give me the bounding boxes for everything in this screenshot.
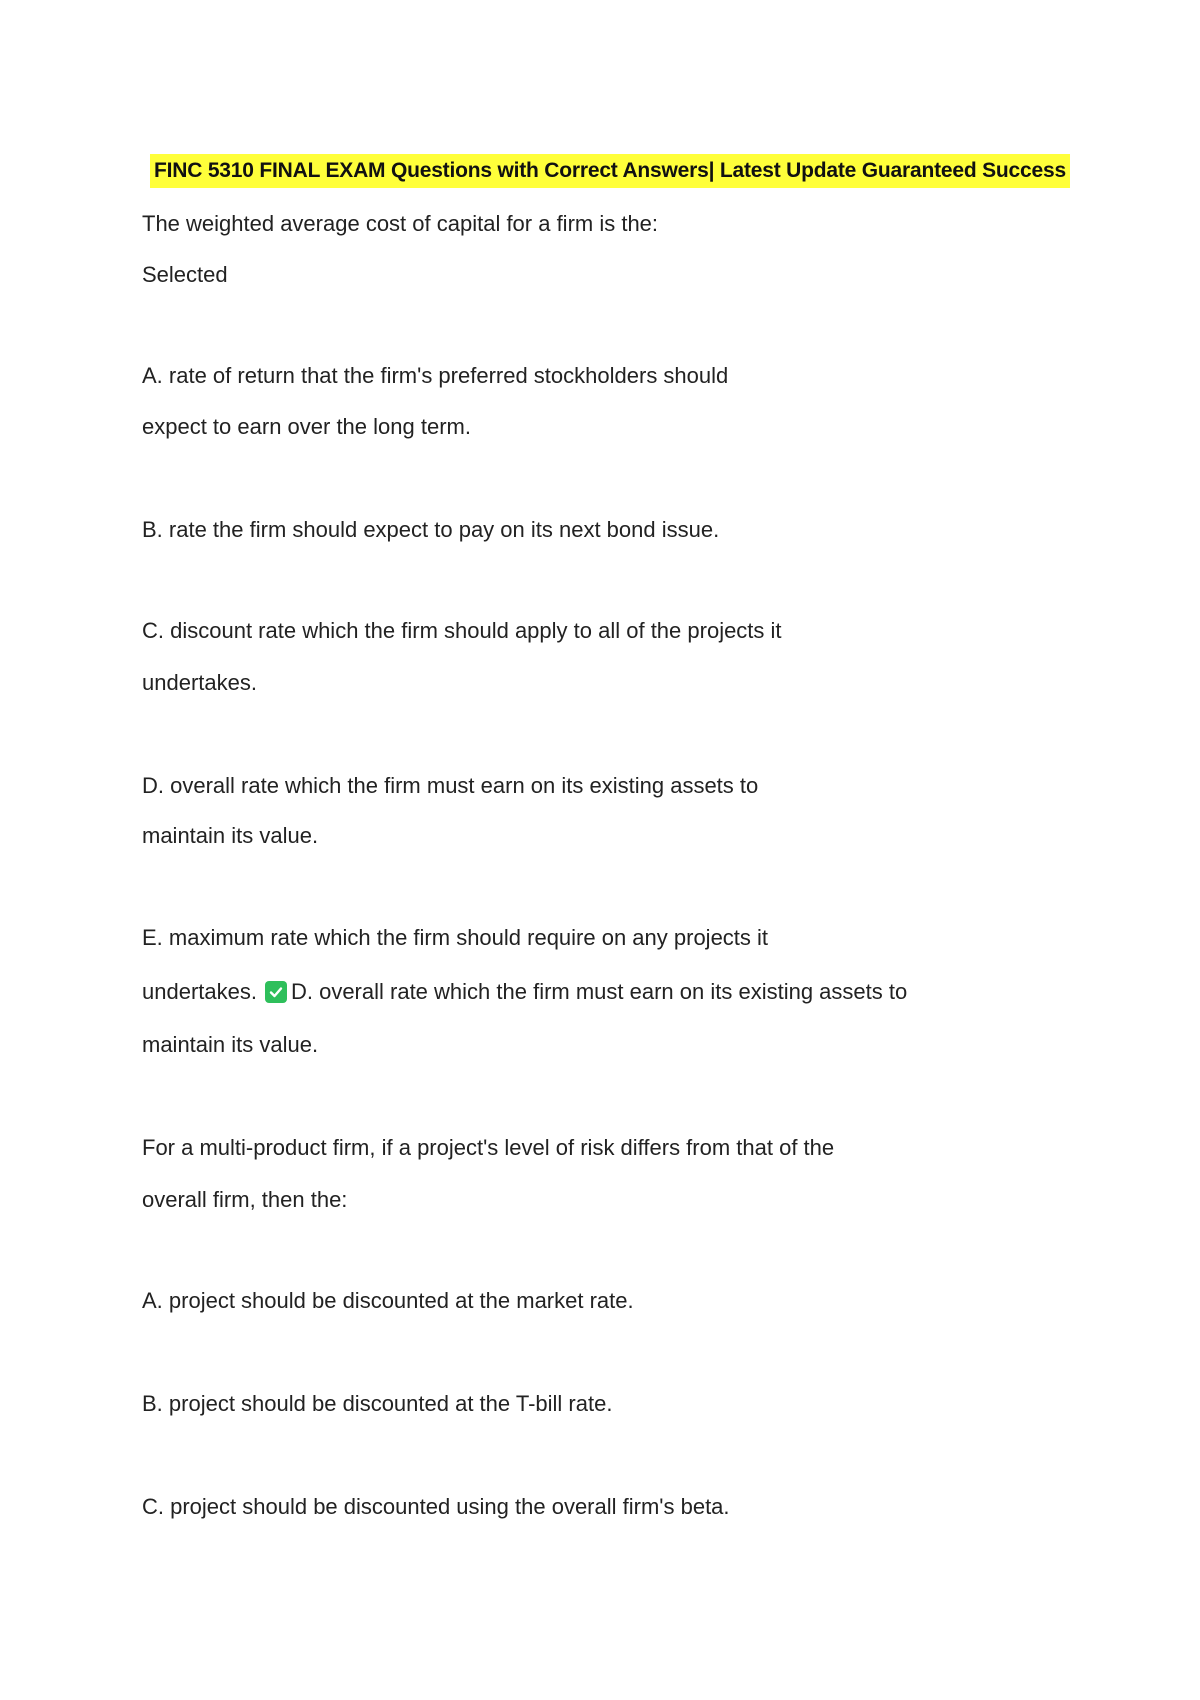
title-wrap — [150, 154, 1066, 188]
question-1-option-a-line-1: A. rate of return that the firm's preferred stockholders should — [142, 363, 729, 388]
question-1-option-e-answer-line — [142, 977, 907, 1007]
question-1-option-d-line-2: maintain its value. — [142, 823, 319, 848]
question-1-option-a-line-2: expect to earn over the long term. — [142, 414, 471, 439]
question-1-prompt: The weighted average cost of capital for a firm is the: — [142, 211, 659, 236]
question-2-option-b: B. project should be discounted at the T-bill rate. — [142, 1391, 613, 1416]
question-1-status: Selected — [142, 262, 228, 287]
question-2-option-c: C. project should be discounted using the overall firm's beta. — [142, 1494, 730, 1519]
question-2-option-a: A. project should be discounted at the market rate. — [142, 1288, 634, 1313]
question-1-option-e-line-1: E. maximum rate which the firm should require on any projects it — [142, 925, 769, 950]
question-1-option-e-line-2: undertakes. — [142, 979, 257, 1004]
question-1-answer-line-1: D. overall rate which the firm must earn on its existing assets to — [290, 979, 908, 1004]
question-1-option-c-line-2: undertakes. — [142, 670, 257, 695]
question-2-prompt-line-2: overall firm, then the: — [142, 1187, 348, 1212]
question-2-prompt-line-1: For a multi-product firm, if a project's level of risk differs from that of the — [142, 1135, 835, 1160]
question-1-option-c-line-1: C. discount rate which the firm should apply to all of the projects it — [142, 618, 782, 643]
document-title: FINC 5310 FINAL EXAM Questions with Correct Answers| Latest Update Guaranteed Success — [150, 154, 1070, 188]
question-1-answer-line-2: maintain its value. — [142, 1032, 319, 1057]
question-1-option-d-line-1: D. overall rate which the firm must earn on its existing assets to — [142, 773, 759, 798]
green-checkmark-icon — [265, 981, 287, 1003]
question-1-option-b: B. rate the firm should expect to pay on its next bond issue. — [142, 517, 720, 542]
